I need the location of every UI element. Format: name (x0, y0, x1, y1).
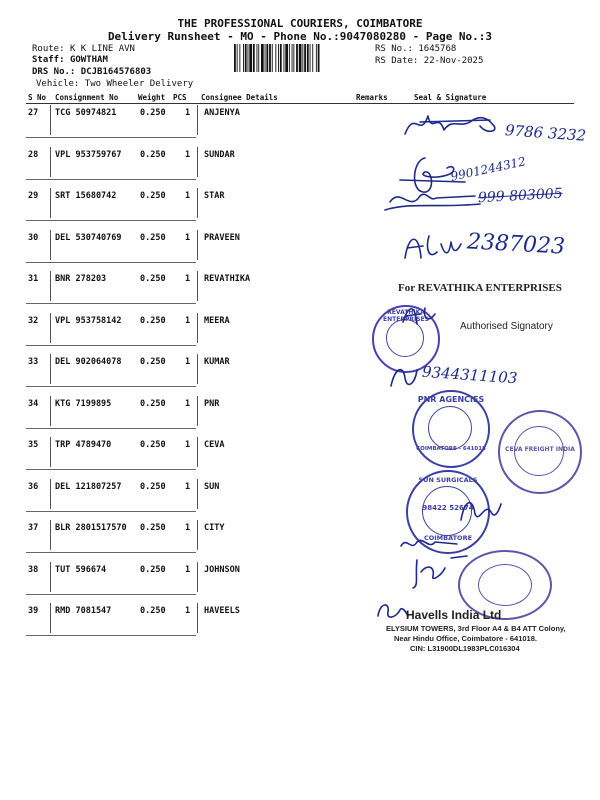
staff-label: Staff: (32, 55, 65, 65)
column-divider (50, 437, 51, 467)
column-divider (197, 313, 198, 343)
row-divider (26, 594, 196, 595)
phone-30: 2387023 (466, 229, 566, 260)
column-divider (197, 230, 198, 260)
cell-consignee: KUMAR (204, 357, 230, 367)
cell-consignment: SRT 15680742 (55, 191, 117, 201)
ceva-stamp: CEVA FREIGHT INDIA (498, 410, 582, 494)
cell-weight: 0.250 (140, 316, 166, 326)
cell-pcs: 1 (185, 108, 191, 118)
row-divider (26, 220, 196, 221)
cell-consignee: SUNDAR (204, 150, 235, 160)
cell-sno: 37 (28, 523, 39, 533)
cell-pcs: 1 (185, 606, 191, 616)
cell-consignee: ANJENYA (204, 108, 240, 118)
rs-no-label: RS No.: (375, 44, 413, 54)
cell-consignment: BNR 278203 (55, 274, 107, 284)
sun-stamp: SUN SURGICALS 98422 52674 COIMBATORE (406, 470, 490, 554)
column-divider (50, 603, 51, 633)
cell-sno: 39 (28, 606, 39, 616)
cell-pcs: 1 (185, 316, 191, 326)
col-pcs: PCS (173, 93, 187, 102)
vehicle-label: Vehicle: (36, 79, 80, 89)
drs-info (32, 67, 151, 77)
column-divider (197, 271, 198, 301)
runsheet-title: Delivery Runsheet - MO - Phone No.:9047080280 - Page No.:3 (107, 30, 493, 43)
cell-consignment: TCG 50974821 (55, 108, 117, 118)
vehicle-info (36, 79, 193, 89)
cell-pcs: 1 (185, 399, 191, 409)
revathika-seal: REVATHIKA ENTERPRISES (372, 305, 440, 373)
cell-weight: 0.250 (140, 606, 166, 616)
cell-pcs: 1 (185, 233, 191, 243)
vehicle-value: Two Wheeler Delivery (84, 79, 194, 89)
barcode (232, 44, 368, 72)
row-divider (26, 469, 196, 470)
cell-sno: 34 (28, 399, 39, 409)
cell-consignment: RMD 7081547 (55, 606, 112, 616)
pnr-stamp: PNR AGENCIES COIMBATORE - 641018 (412, 390, 490, 468)
column-divider (197, 105, 198, 135)
route-label: Route: (32, 44, 65, 54)
signature-29 (380, 182, 490, 222)
signature-30 (395, 228, 465, 264)
phone-33: 9344311103 (421, 362, 518, 388)
havells-cin: CIN: L31900DL1983PLC016304 (410, 644, 520, 653)
cell-consignment: VPL 953759767 (55, 150, 122, 160)
cell-consignee: PRAVEEN (204, 233, 240, 243)
cell-sno: 38 (28, 565, 39, 575)
cell-sno: 31 (28, 274, 39, 284)
phone-29: 999 803005 (477, 185, 563, 207)
cell-consignee: SUN (204, 482, 220, 492)
column-divider (197, 437, 198, 467)
column-divider (197, 396, 198, 426)
column-divider (197, 562, 198, 592)
rs-date-info (375, 56, 483, 66)
staff-value: GOWTHAM (69, 55, 108, 65)
cell-sno: 32 (28, 316, 39, 326)
cell-consignment: DEL 902064078 (55, 357, 122, 367)
row-divider (26, 303, 196, 304)
row-divider (26, 386, 196, 387)
cell-sno: 35 (28, 440, 39, 450)
cell-pcs: 1 (185, 565, 191, 575)
col-sno: S No (28, 93, 47, 102)
column-divider (50, 354, 51, 384)
company-title: THE PROFESSIONAL COURIERS, COIMBATORE (177, 17, 423, 30)
column-divider (197, 479, 198, 509)
rs-date-label: RS Date: (375, 56, 419, 66)
cell-weight: 0.250 (140, 399, 166, 409)
row-divider (26, 428, 196, 429)
cell-pcs: 1 (185, 274, 191, 284)
cell-weight: 0.250 (140, 233, 166, 243)
row-divider (26, 345, 196, 346)
column-divider (50, 271, 51, 301)
signature-31 (395, 300, 445, 330)
column-divider (50, 313, 51, 343)
cell-sno: 28 (28, 150, 39, 160)
column-divider (197, 147, 198, 177)
havells-name: Havells India Ltd (406, 608, 502, 622)
row-divider (26, 137, 196, 138)
column-divider (50, 230, 51, 260)
col-seal: Seal & Signature (414, 93, 487, 102)
cell-consignee: MEERA (204, 316, 230, 326)
cell-weight: 0.250 (140, 523, 166, 533)
cell-consignee: STAR (204, 191, 225, 201)
cell-consignment: BLR 2801517570 (55, 523, 127, 533)
col-weight: Weight (138, 93, 166, 102)
cell-consignee: HAVEELS (204, 606, 240, 616)
phone-27: 9786 3232 (504, 121, 587, 145)
column-divider (50, 147, 51, 177)
signature-27 (400, 104, 510, 144)
col-consignment: Consignment No (55, 93, 119, 102)
cell-weight: 0.250 (140, 191, 166, 201)
phone-28: 9901244312 (449, 154, 527, 184)
revathika-signatory: Authorised Signatory (460, 321, 553, 332)
cell-consignee: CITY (204, 523, 225, 533)
route-value: K K LINE AVN (69, 44, 135, 54)
cell-pcs: 1 (185, 191, 191, 201)
cell-sno: 27 (28, 108, 39, 118)
rs-no-info (375, 44, 456, 54)
cell-consignee: CEVA (204, 440, 225, 450)
col-remarks: Remarks (356, 93, 388, 102)
cell-sno: 29 (28, 191, 39, 201)
cell-consignee: REVATHIKA (204, 274, 251, 284)
column-divider (50, 105, 51, 135)
column-divider (50, 188, 51, 218)
cell-weight: 0.250 (140, 440, 166, 450)
cell-weight: 0.250 (140, 357, 166, 367)
column-divider (50, 520, 51, 550)
route-info (32, 44, 135, 54)
column-divider (50, 396, 51, 426)
cell-consignment: KTG 7199895 (55, 399, 112, 409)
cell-sno: 36 (28, 482, 39, 492)
havells-address-2: Near Hindu Office, Coimbatore - 641018. (394, 634, 537, 643)
cell-pcs: 1 (185, 357, 191, 367)
column-divider (197, 603, 198, 633)
cell-pcs: 1 (185, 523, 191, 533)
row-divider (26, 552, 196, 553)
drs-value: DCJB164576803 (80, 67, 152, 77)
cell-consignment: VPL 953758142 (55, 316, 122, 326)
col-consignee: Consignee Details (201, 93, 278, 102)
havells-address-1: ELYSIUM TOWERS, 3rd Floor A4 & B4 ATT Colony, (386, 624, 566, 633)
cell-weight: 0.250 (140, 482, 166, 492)
cell-sno: 30 (28, 233, 39, 243)
cell-pcs: 1 (185, 482, 191, 492)
row-divider (26, 179, 196, 180)
cell-weight: 0.250 (140, 150, 166, 160)
row-divider (26, 511, 196, 512)
column-divider (50, 562, 51, 592)
cell-sno: 33 (28, 357, 39, 367)
cell-pcs: 1 (185, 150, 191, 160)
revathika-company: For REVATHIKA ENTERPRISES (398, 282, 562, 294)
rs-no-value: 1645768 (418, 44, 457, 54)
cell-weight: 0.250 (140, 274, 166, 284)
row-divider (26, 262, 196, 263)
cell-pcs: 1 (185, 440, 191, 450)
signature-36 (455, 492, 505, 528)
column-divider (197, 520, 198, 550)
rs-date-value: 22-Nov-2025 (423, 56, 484, 66)
cell-weight: 0.250 (140, 108, 166, 118)
cell-weight: 0.250 (140, 565, 166, 575)
cell-consignment: TRP 4789470 (55, 440, 112, 450)
cell-consignee: PNR (204, 399, 220, 409)
column-divider (197, 354, 198, 384)
signature-33 (385, 360, 425, 392)
column-divider (50, 479, 51, 509)
column-divider (197, 188, 198, 218)
staff-info (32, 55, 108, 65)
row-divider (26, 635, 196, 636)
cell-consignment: DEL 121807257 (55, 482, 122, 492)
cell-consignee: JOHNSON (204, 565, 240, 575)
cell-consignment: TUT 596674 (55, 565, 107, 575)
drs-label: DRS No.: (32, 67, 76, 77)
cell-consignment: DEL 530740769 (55, 233, 122, 243)
